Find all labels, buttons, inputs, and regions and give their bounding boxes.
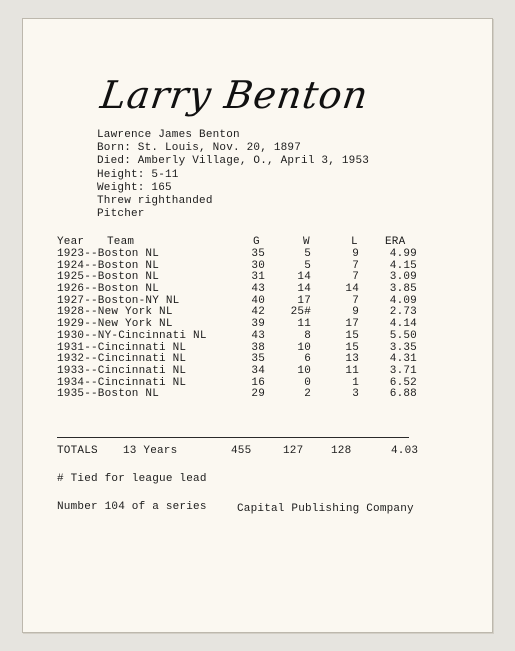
row-year-team: 1923--Boston NL: [57, 248, 160, 260]
row-games: 34: [251, 364, 265, 377]
header-wins: W: [303, 236, 310, 248]
row-games: 31: [251, 271, 265, 284]
row-year-team: 1935--Boston NL: [57, 388, 160, 401]
stats-row: [57, 331, 417, 343]
row-losses: 3: [352, 388, 359, 401]
row-era: 3.85: [389, 283, 417, 296]
row-era: 3.71: [389, 364, 417, 377]
stats-row: [57, 284, 417, 296]
footnote: # Tied for league lead: [57, 473, 207, 485]
row-wins: 6: [304, 353, 311, 366]
row-games: 35: [251, 248, 265, 260]
row-era: 4.99: [389, 248, 417, 260]
publisher: Capital Publishing Company: [237, 503, 414, 515]
row-games: 30: [251, 259, 265, 272]
row-era: 3.09: [389, 271, 417, 284]
row-games: 42: [251, 306, 265, 319]
row-games: 38: [251, 341, 265, 354]
row-year-team: 1927--Boston-NY NL: [57, 294, 180, 307]
totals-years: 13 Years: [123, 445, 178, 457]
row-year-team: 1934--Cincinnati NL: [57, 376, 187, 389]
totals-row: [57, 445, 417, 459]
row-losses: 17: [345, 318, 359, 331]
player-bio: [97, 129, 369, 221]
bio-position: Pitcher: [97, 208, 145, 221]
row-year-team: 1929--New York NL: [57, 318, 173, 331]
bio-height: Height: 5-11: [97, 168, 179, 181]
row-wins: 11: [297, 318, 311, 331]
bio-weight: Weight: 165: [97, 181, 172, 194]
row-era: 6.88: [389, 388, 417, 401]
row-year-team: 1933--Cincinnati NL: [57, 364, 187, 377]
row-losses: 14: [345, 283, 359, 296]
row-wins: 14: [297, 283, 311, 296]
row-wins: 25#: [290, 306, 311, 319]
row-losses: 11: [345, 364, 359, 377]
row-losses: 7: [352, 271, 359, 284]
row-era: 4.09: [389, 294, 417, 307]
totals-wins: 127: [283, 445, 304, 457]
stats-header-row: [57, 235, 417, 249]
row-games: 29: [251, 388, 265, 401]
header-year: Year: [57, 236, 85, 248]
row-wins: 5: [304, 248, 311, 260]
row-games: 16: [251, 376, 265, 389]
row-games: 35: [251, 353, 265, 366]
totals-label: TOTALS: [57, 445, 98, 457]
stats-row: [57, 366, 417, 378]
row-losses: 15: [345, 341, 359, 354]
row-era: 5.50: [389, 329, 417, 342]
row-year-team: 1926--Boston NL: [57, 283, 160, 296]
bio-throws: Threw righthanded: [97, 195, 213, 208]
header-losses: L: [351, 236, 358, 248]
bio-died: Died: Amberly Village, O., April 3, 1953: [97, 155, 370, 168]
row-losses: 13: [345, 353, 359, 366]
row-losses: 1: [352, 376, 359, 389]
row-era: 4.31: [389, 353, 417, 366]
row-wins: 10: [297, 341, 311, 354]
row-wins: 8: [304, 329, 311, 342]
row-wins: 5: [304, 259, 311, 272]
row-year-team: 1925--Boston NL: [57, 271, 160, 284]
totals-divider: [57, 437, 409, 438]
row-wins: 17: [297, 294, 311, 307]
row-games: 40: [251, 294, 265, 307]
row-era: 4.15: [389, 259, 417, 272]
bio-full-name: Lawrence James Benton: [97, 129, 240, 141]
row-losses: 15: [345, 329, 359, 342]
stats-body: [57, 249, 417, 401]
row-era: 2.73: [389, 306, 417, 319]
bio-born: Born: St. Louis, Nov. 20, 1897: [97, 142, 302, 155]
row-games: 43: [251, 283, 265, 296]
row-games: 43: [251, 329, 265, 342]
totals-era: 4.03: [391, 445, 419, 457]
row-losses: 7: [352, 259, 359, 272]
row-year-team: 1924--Boston NL: [57, 259, 160, 272]
row-era: 3.35: [389, 341, 417, 354]
row-wins: 2: [304, 388, 311, 401]
row-losses: 7: [352, 294, 359, 307]
header-era: ERA: [385, 236, 406, 248]
row-wins: 14: [297, 271, 311, 284]
row-losses: 9: [352, 306, 359, 319]
row-losses: 9: [352, 248, 359, 260]
stats-row: [57, 389, 417, 401]
row-wins: 10: [297, 364, 311, 377]
row-games: 39: [251, 318, 265, 331]
row-year-team: 1930--NY-Cincinnati NL: [57, 329, 207, 342]
totals-games: 455: [231, 445, 252, 457]
row-era: 6.52: [389, 376, 417, 389]
stats-row: [57, 249, 417, 261]
row-year-team: 1931--Cincinnati NL: [57, 341, 187, 354]
row-year-team: 1932--Cincinnati NL: [57, 353, 187, 366]
series-number: Number 104 of a series: [57, 501, 207, 513]
row-wins: 0: [304, 376, 311, 389]
row-year-team: 1928--New York NL: [57, 306, 173, 319]
stats-table: [57, 235, 417, 401]
header-team: Team: [107, 236, 135, 248]
totals-losses: 128: [331, 445, 352, 457]
baseball-card: [22, 18, 493, 633]
player-name-title: Larry Benton: [97, 73, 372, 117]
header-games: G: [253, 236, 260, 248]
row-era: 4.14: [389, 318, 417, 331]
